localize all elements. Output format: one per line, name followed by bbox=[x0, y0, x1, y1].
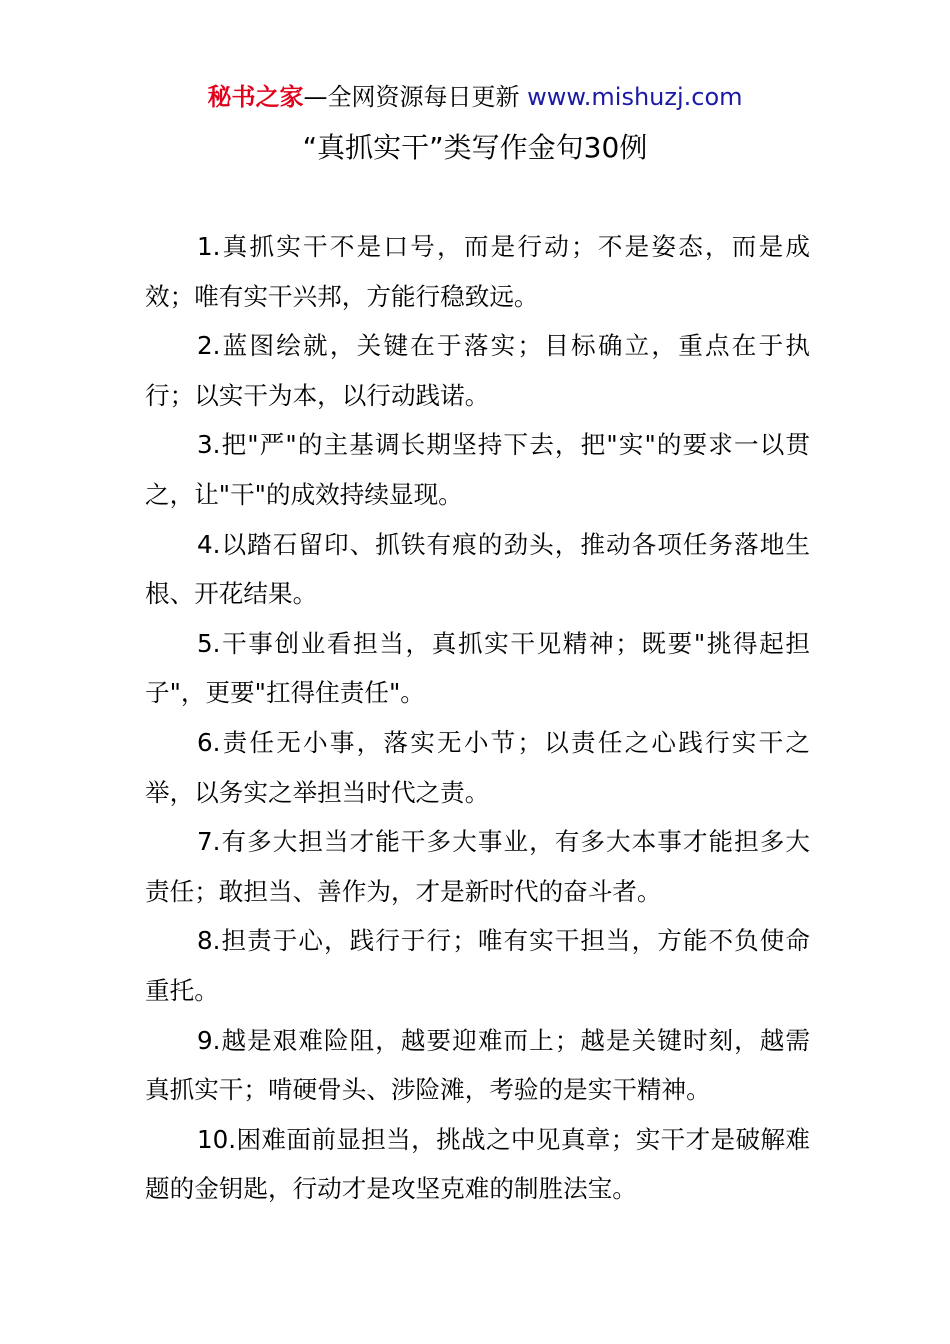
document-title: “真抓实干”类写作金句30例 bbox=[302, 131, 648, 164]
paragraph-5: 5.干事创业看担当，真抓实干见精神；既要"挑得起担子"，更要"扛得住责任"。 bbox=[145, 628, 810, 708]
paragraph-1: 1.真抓实干不是口号，而是行动；不是姿态，而是成效；唯有实干兴邦，方能行稳致远。 bbox=[145, 232, 810, 311]
paragraph-2: 2.蓝图绘就，关键在于落实；目标确立，重点在于执行；以实干为本，以行动践诺。 bbox=[145, 331, 810, 410]
paragraph-3: 3.把"严"的主基调长期坚持下去，把"实"的要求一以贯之，让"干"的成效持续显现。 bbox=[145, 430, 810, 509]
paragraph-9: 9.越是艰难险阻，越要迎难而上；越是关键时刻，越需真抓实干；啃硬骨头、涉险滩，考验的是实干精神。 bbox=[145, 1025, 810, 1105]
paragraph-4: 4.以踏石留印、抓铁有痕的劲头，推动各项任务落地生根、开花结果。 bbox=[145, 529, 810, 609]
site-brand: 秘书之家 bbox=[207, 83, 304, 111]
document-body bbox=[145, 222, 810, 1214]
paragraph-8: 8.担责于心，践行于行；唯有实干担当，方能不负使命重托。 bbox=[145, 926, 810, 1005]
paragraph-10: 10.困难面前显担当，挑战之中见真章；实干才是破解难题的金钥匙，行动才是攻坚克难的制胜法宝。 bbox=[145, 1124, 810, 1204]
paragraph-7: 7.有多大担当才能干多大事业，有多大本事才能担多大责任；敢担当、善作为，才是新时代的奋斗者。 bbox=[145, 827, 810, 906]
site-slogan: —全网资源每日更新 bbox=[303, 83, 520, 111]
site-header bbox=[0, 82, 950, 112]
paragraph-6: 6.责任无小事，落实无小节；以责任之心践行实干之举，以务实之举担当时代之责。 bbox=[145, 727, 810, 807]
site-url-link[interactable]: www.mishuzj.com bbox=[527, 83, 743, 111]
